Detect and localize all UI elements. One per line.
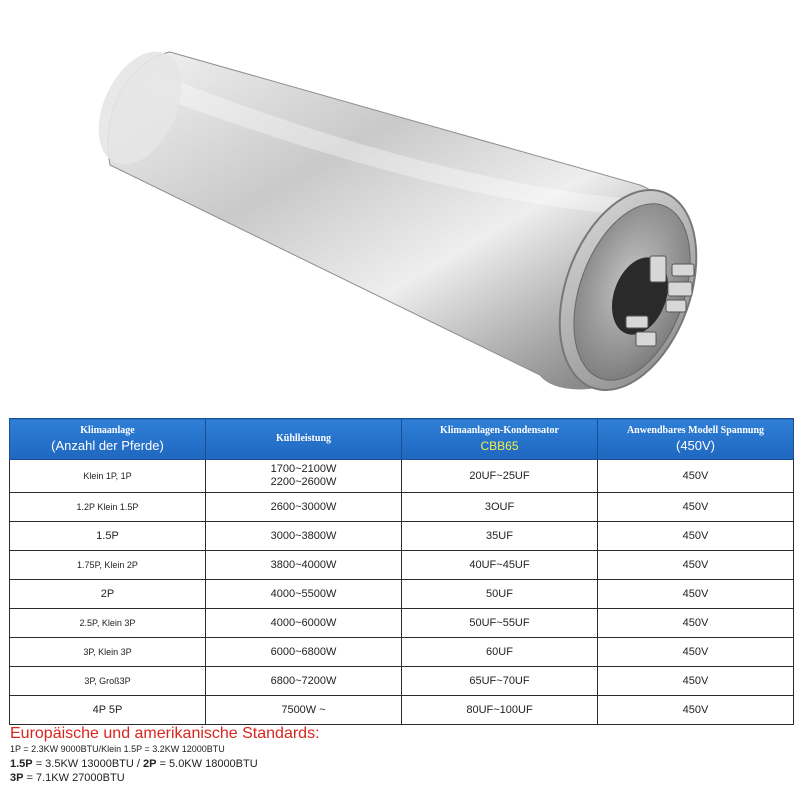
header-sub-label: (450V) [675,437,716,453]
standards-title: Europäische und amerikanische Standards: [10,725,320,742]
header-cooling-capacity [206,419,402,460]
cell-cooling: 7500W ~ [206,696,402,725]
spec-table [9,418,794,725]
cell-voltage: 450V [598,551,794,580]
header-sub-label: (Anzahl der Pferde) [51,437,164,453]
spec-table-wrapper [9,418,793,725]
table-row [10,551,794,580]
cell-capacitor: 80UF~100UF [402,696,598,725]
header-label: Anwendbares Modell Spannung [626,424,765,436]
cell-capacitor: 50UF~55UF [402,609,598,638]
cell-capacitor: 50UF [402,580,598,609]
cell-voltage: 450V [598,460,794,493]
standards-bold-label: 3P [10,772,24,784]
cell-model: 3P, Klein 3P [10,638,206,667]
cell-voltage: 450V [598,522,794,551]
header-air-conditioner [10,419,206,460]
cell-voltage: 450V [598,580,794,609]
cell-cooling: 4000~6000W [206,609,402,638]
cell-capacitor: 20UF~25UF [402,460,598,493]
header-capacitor [402,419,598,460]
cell-cooling: 3800~4000W [206,551,402,580]
cell-model: 1.5P [10,522,206,551]
header-voltage [598,419,794,460]
table-row [10,638,794,667]
cell-capacitor: 40UF~45UF [402,551,598,580]
cooling-line: 2200~2600W [270,476,337,488]
cell-voltage: 450V [598,667,794,696]
header-label: Klimaanlagen-Kondensator [440,424,559,436]
cell-voltage: 450V [598,638,794,667]
cell-voltage: 450V [598,609,794,638]
cell-voltage: 450V [598,493,794,522]
cell-cooling: 4000~5500W [206,580,402,609]
header-label: Kühlleistung [275,433,332,444]
table-header-row [10,419,794,460]
standards-section [10,725,790,785]
table-row [10,580,794,609]
standards-line-3 [10,772,790,785]
standards-line-1: 1P = 2.3KW 9000BTU/Klein 1.5P = 3.2KW 12000BTU [10,744,225,754]
standards-text: = 5.0KW 18000BTU [156,758,258,770]
standards-bold-label: 2P [143,758,157,770]
table-row [10,460,794,493]
standards-line-2 [10,758,790,771]
table-row [10,493,794,522]
table-row [10,696,794,725]
table-row [10,522,794,551]
cell-capacitor: 35UF [402,522,598,551]
cell-cooling: 6000~6800W [206,638,402,667]
cell-model: 1.2P Klein 1.5P [10,493,206,522]
standards-text: = 7.1KW 27000BTU [23,772,125,784]
cell-capacitor: 60UF [402,638,598,667]
cell-model: 2.5P, Klein 3P [10,609,206,638]
table-row [10,609,794,638]
cell-cooling: 2600~3000W [206,493,402,522]
cell-model: 4P 5P [10,696,206,725]
standards-bold-label: 1.5P [10,758,33,770]
cooling-line: 1700~2100W [270,463,337,475]
cell-voltage: 450V [598,696,794,725]
standards-text: = 3.5KW 13000BTU / [32,758,144,770]
cell-cooling: 6800~7200W [206,667,402,696]
cell-model: 1.75P, Klein 2P [10,551,206,580]
cell-model: 2P [10,580,206,609]
cell-model: 3P, Groß3P [10,667,206,696]
header-sub-label: CBB65 [480,438,519,453]
cell-capacitor: 3OUF [402,493,598,522]
table-row [10,667,794,696]
header-label: Klimaanlage [80,424,135,436]
cell-capacitor: 65UF~70UF [402,667,598,696]
cell-cooling: 3000~3800W [206,522,402,551]
cell-cooling [206,460,402,493]
cell-model: Klein 1P, 1P [10,460,206,493]
